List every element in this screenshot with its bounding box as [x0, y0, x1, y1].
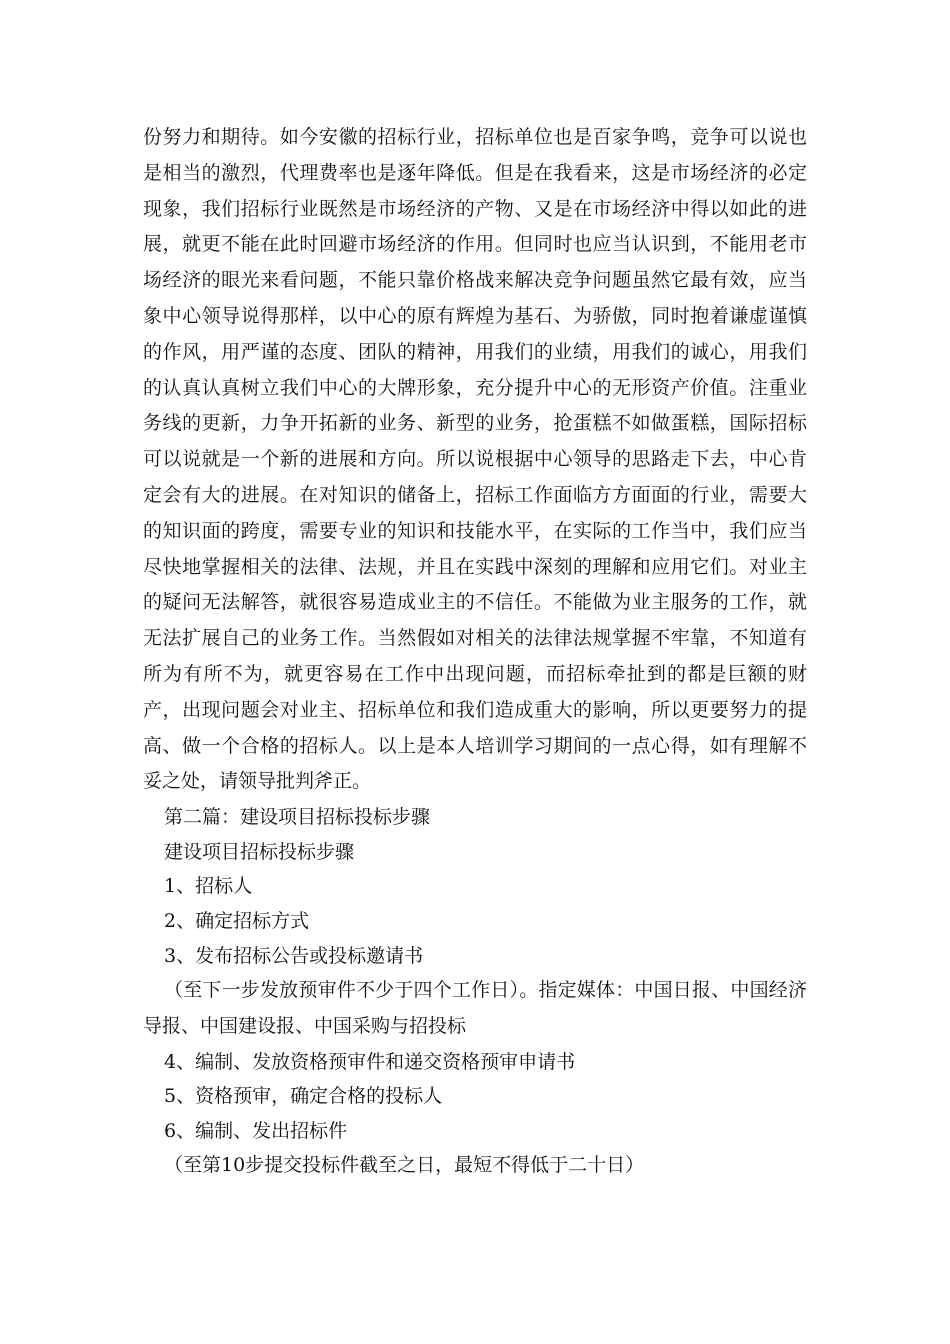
step-item: 5、资格预审，确定合格的投标人 [164, 1085, 443, 1108]
step-note [143, 973, 807, 1045]
section-subtitle: 建设项目招标投标步骤 [164, 840, 355, 863]
step-note: （至第10步提交投标件截至之日，最短不得低于二十日） [164, 1154, 645, 1177]
body-paragraph: 份努力和期待。如今安徽的招标行业，招标单位也是百家争鸣，竞争可以说也是相当的激烈，代理费率也是逐年降低。但是在我看来，这是市场经济的必定现象，我们招标行业既然是市场经济的产物、又是在市场经济中得以如此的进展，就更不能在此时回避市场经济的作用。但同时也应当认识到，不能用老市场经济的眼光来看问题，不能只靠价格战来解决竞争问题虽然它最有效，应当象中心领导说得那样，以中心的原有辉煌为基石、为骄傲，同时抱着谦虚谨慎的作风，用严谨的态度、团队的精神，用我们的业绩，用我们的诚心，用我们的认真认真树立我们中心的大牌形象，充分提升中心的无形资产价值。注重业务线的更新，力争开拓新的业务、新型的业务，抢蛋糕不如做蛋糕，国际招标可以说就是一个新的进展和方向。所以说根据中心领导的思路走下去，中心肯定会有大的进展。在对知识的储备上，招标工作面临方方面面的行业，需要大的知识面的跨度，需要专业的知识和技能水平，在实际的工作当中，我们应当尽快地掌握相关的法律、法规，并且在实践中深刻的理解和应用它们。对业主的疑问无法解答，就很容易造成业主的不信任。不能做为业主服务的工作，就无法扩展自己的业务工作。当然假如对相关的法律法规掌握不牢靠，不知道有所为有所不为，就更容易在工作中出现问题，而招标牵扯到的都是巨额的财产，出现问题会对业主、招标单位和我们造成重大的影响，所以更要努力的提高、做一个合格的招标人。以上是本人培训学习期间的一点心得，如有理解不妥之处，请领导批判斧正。 [143, 126, 807, 793]
section-heading: 第二篇：建设项目招标投标步骤 [164, 806, 431, 829]
step-item: 1、招标人 [164, 875, 253, 898]
step-item: 6、编制、发出招标件 [164, 1119, 348, 1142]
step-item: 3、发布招标公告或投标邀请书 [164, 944, 424, 967]
step-item: 4、编制、发放资格预审件和递交资格预审申请书 [164, 1050, 576, 1073]
document-body [143, 120, 807, 1183]
step-note-text: （至下一步发放预审件不少于四个工作日）。指定媒体：中国日报、中国经济导报、中国建设报、中国采购与招投标 [143, 979, 807, 1037]
step-item: 2、确定招标方式 [164, 909, 310, 932]
